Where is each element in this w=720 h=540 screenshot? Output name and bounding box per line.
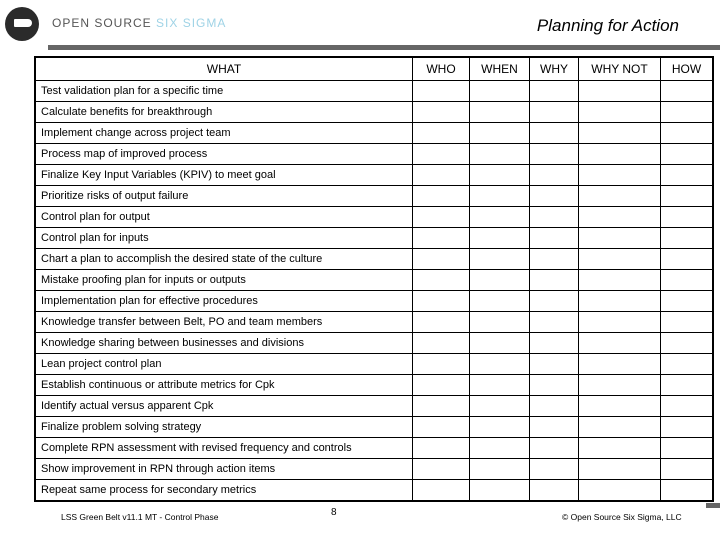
empty-cell bbox=[661, 123, 714, 144]
what-cell: Implement change across project team bbox=[35, 123, 413, 144]
empty-cell bbox=[470, 102, 530, 123]
what-cell: Implementation plan for effective procedures bbox=[35, 291, 413, 312]
what-cell: Finalize problem solving strategy bbox=[35, 417, 413, 438]
empty-cell bbox=[579, 438, 661, 459]
empty-cell bbox=[530, 144, 579, 165]
brand-name bbox=[52, 16, 226, 30]
what-cell: Mistake proofing plan for inputs or outputs bbox=[35, 270, 413, 291]
what-cell: Chart a plan to accomplish the desired state of the culture bbox=[35, 249, 413, 270]
what-cell: Finalize Key Input Variables (KPIV) to meet goal bbox=[35, 165, 413, 186]
empty-cell bbox=[661, 333, 714, 354]
what-cell: Repeat same process for secondary metrics bbox=[35, 480, 413, 502]
empty-cell bbox=[413, 207, 470, 228]
empty-cell bbox=[661, 81, 714, 102]
table-row bbox=[35, 228, 713, 249]
empty-cell bbox=[530, 459, 579, 480]
empty-cell bbox=[530, 102, 579, 123]
what-cell: Test validation plan for a specific time bbox=[35, 81, 413, 102]
table-row bbox=[35, 144, 713, 165]
empty-cell bbox=[413, 186, 470, 207]
column-header: WHO bbox=[413, 57, 470, 81]
empty-cell bbox=[579, 186, 661, 207]
empty-cell bbox=[530, 417, 579, 438]
what-cell: Lean project control plan bbox=[35, 354, 413, 375]
empty-cell bbox=[470, 207, 530, 228]
empty-cell bbox=[579, 249, 661, 270]
empty-cell bbox=[470, 144, 530, 165]
empty-cell bbox=[661, 186, 714, 207]
header-divider bbox=[48, 45, 720, 50]
empty-cell bbox=[470, 228, 530, 249]
empty-cell bbox=[579, 144, 661, 165]
empty-cell bbox=[413, 81, 470, 102]
empty-cell bbox=[579, 333, 661, 354]
what-cell: Establish continuous or attribute metrics for Cpk bbox=[35, 375, 413, 396]
empty-cell bbox=[470, 270, 530, 291]
empty-cell bbox=[530, 186, 579, 207]
column-header: WHAT bbox=[35, 57, 413, 81]
empty-cell bbox=[413, 396, 470, 417]
empty-cell bbox=[661, 354, 714, 375]
empty-cell bbox=[661, 312, 714, 333]
empty-cell bbox=[470, 123, 530, 144]
table-row bbox=[35, 354, 713, 375]
empty-cell bbox=[470, 333, 530, 354]
empty-cell bbox=[413, 228, 470, 249]
empty-cell bbox=[579, 417, 661, 438]
column-header: WHY bbox=[530, 57, 579, 81]
empty-cell bbox=[530, 333, 579, 354]
empty-cell bbox=[470, 459, 530, 480]
what-cell: Knowledge transfer between Belt, PO and team members bbox=[35, 312, 413, 333]
empty-cell bbox=[530, 270, 579, 291]
empty-cell bbox=[579, 228, 661, 249]
table-row bbox=[35, 186, 713, 207]
empty-cell bbox=[579, 312, 661, 333]
empty-cell bbox=[661, 270, 714, 291]
table-row bbox=[35, 291, 713, 312]
empty-cell bbox=[579, 102, 661, 123]
column-header: WHEN bbox=[470, 57, 530, 81]
empty-cell bbox=[530, 165, 579, 186]
empty-cell bbox=[530, 396, 579, 417]
empty-cell bbox=[470, 312, 530, 333]
empty-cell bbox=[413, 102, 470, 123]
empty-cell bbox=[413, 333, 470, 354]
what-cell: Identify actual versus apparent Cpk bbox=[35, 396, 413, 417]
empty-cell bbox=[530, 312, 579, 333]
empty-cell bbox=[413, 144, 470, 165]
empty-cell bbox=[530, 123, 579, 144]
empty-cell bbox=[413, 438, 470, 459]
brand-main: OPEN SOURCE bbox=[52, 16, 157, 30]
empty-cell bbox=[661, 207, 714, 228]
page-number: 8 bbox=[331, 507, 337, 518]
empty-cell bbox=[470, 186, 530, 207]
table-row bbox=[35, 333, 713, 354]
empty-cell bbox=[579, 396, 661, 417]
empty-cell bbox=[413, 417, 470, 438]
empty-cell bbox=[413, 165, 470, 186]
empty-cell bbox=[470, 375, 530, 396]
empty-cell bbox=[530, 480, 579, 502]
table-row bbox=[35, 375, 713, 396]
empty-cell bbox=[470, 249, 530, 270]
table-row bbox=[35, 459, 713, 480]
empty-cell bbox=[661, 459, 714, 480]
empty-cell bbox=[413, 249, 470, 270]
empty-cell bbox=[530, 438, 579, 459]
table-row bbox=[35, 81, 713, 102]
footer-divider bbox=[706, 503, 720, 508]
table-row bbox=[35, 207, 713, 228]
table-row bbox=[35, 438, 713, 459]
footer-course: LSS Green Belt v11.1 MT - Control Phase bbox=[61, 512, 219, 522]
table-row bbox=[35, 102, 713, 123]
what-cell: Complete RPN assessment with revised frequency and controls bbox=[35, 438, 413, 459]
empty-cell bbox=[661, 291, 714, 312]
footer-copyright: © Open Source Six Sigma, LLC bbox=[562, 512, 682, 522]
empty-cell bbox=[579, 207, 661, 228]
empty-cell bbox=[530, 228, 579, 249]
empty-cell bbox=[413, 459, 470, 480]
empty-cell bbox=[530, 375, 579, 396]
table-row bbox=[35, 396, 713, 417]
logo bbox=[5, 7, 39, 41]
empty-cell bbox=[470, 417, 530, 438]
table-row bbox=[35, 480, 713, 502]
what-cell: Process map of improved process bbox=[35, 144, 413, 165]
empty-cell bbox=[661, 165, 714, 186]
what-cell: Calculate benefits for breakthrough bbox=[35, 102, 413, 123]
empty-cell bbox=[579, 354, 661, 375]
empty-cell bbox=[579, 459, 661, 480]
table-row bbox=[35, 312, 713, 333]
header-row bbox=[35, 57, 713, 81]
empty-cell bbox=[413, 123, 470, 144]
empty-cell bbox=[470, 81, 530, 102]
empty-cell bbox=[661, 480, 714, 502]
empty-cell bbox=[661, 396, 714, 417]
page-title: Planning for Action bbox=[536, 16, 679, 35]
what-cell: Control plan for inputs bbox=[35, 228, 413, 249]
empty-cell bbox=[579, 165, 661, 186]
empty-cell bbox=[579, 291, 661, 312]
empty-cell bbox=[661, 438, 714, 459]
empty-cell bbox=[661, 228, 714, 249]
planning-table bbox=[34, 56, 714, 502]
empty-cell bbox=[579, 375, 661, 396]
empty-cell bbox=[470, 354, 530, 375]
empty-cell bbox=[661, 144, 714, 165]
empty-cell bbox=[530, 291, 579, 312]
empty-cell bbox=[470, 480, 530, 502]
empty-cell bbox=[530, 207, 579, 228]
empty-cell bbox=[661, 375, 714, 396]
what-cell: Show improvement in RPN through action items bbox=[35, 459, 413, 480]
table-row bbox=[35, 249, 713, 270]
table-row bbox=[35, 165, 713, 186]
empty-cell bbox=[530, 249, 579, 270]
empty-cell bbox=[579, 123, 661, 144]
empty-cell bbox=[661, 102, 714, 123]
empty-cell bbox=[413, 270, 470, 291]
empty-cell bbox=[661, 417, 714, 438]
table-row bbox=[35, 123, 713, 144]
column-header: WHY NOT bbox=[579, 57, 661, 81]
empty-cell bbox=[530, 81, 579, 102]
brand-accent: SIX SIGMA bbox=[156, 16, 227, 30]
empty-cell bbox=[470, 291, 530, 312]
empty-cell bbox=[413, 480, 470, 502]
empty-cell bbox=[661, 249, 714, 270]
what-cell: Prioritize risks of output failure bbox=[35, 186, 413, 207]
column-header: HOW bbox=[661, 57, 714, 81]
empty-cell bbox=[579, 270, 661, 291]
empty-cell bbox=[413, 291, 470, 312]
what-cell: Control plan for output bbox=[35, 207, 413, 228]
empty-cell bbox=[579, 480, 661, 502]
empty-cell bbox=[470, 396, 530, 417]
empty-cell bbox=[413, 375, 470, 396]
empty-cell bbox=[413, 354, 470, 375]
table-row bbox=[35, 270, 713, 291]
empty-cell bbox=[470, 438, 530, 459]
what-cell: Knowledge sharing between businesses and divisions bbox=[35, 333, 413, 354]
empty-cell bbox=[413, 312, 470, 333]
empty-cell bbox=[530, 354, 579, 375]
empty-cell bbox=[579, 81, 661, 102]
empty-cell bbox=[470, 165, 530, 186]
table-row bbox=[35, 417, 713, 438]
